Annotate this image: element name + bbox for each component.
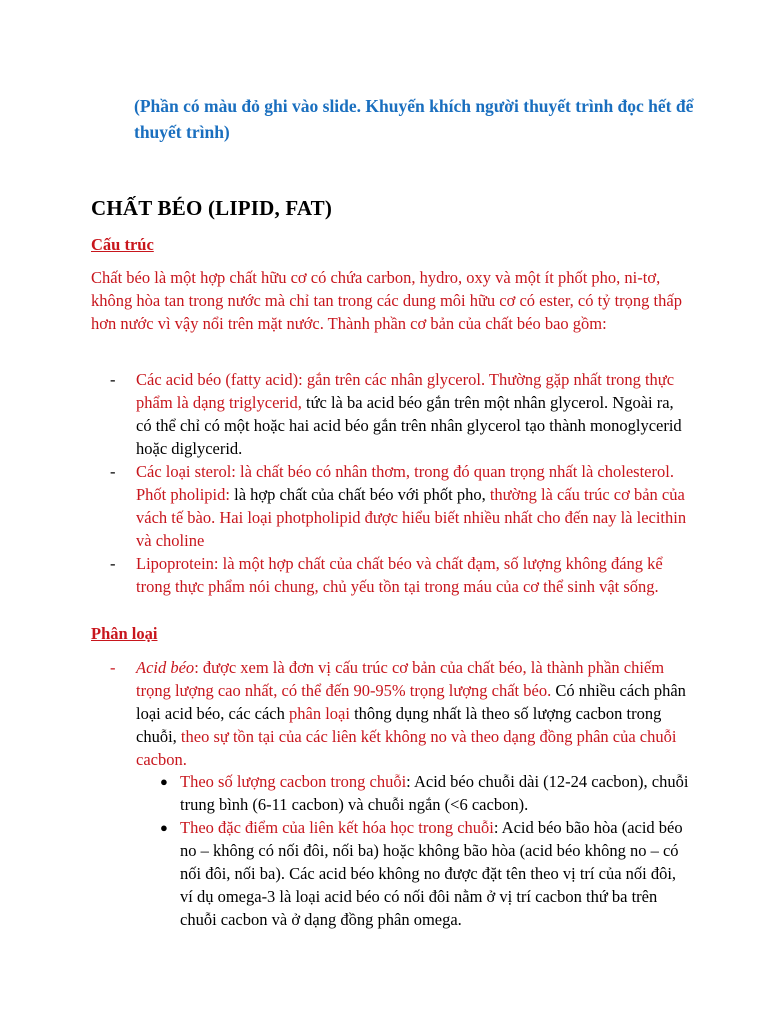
classification-bullets bbox=[160, 770, 690, 931]
item-red-text-3: theo sự tồn tại của các liên kết không no và theo dạng đồng phân của chuỗi cacbon. bbox=[136, 727, 677, 769]
bullet-icon: ● bbox=[160, 774, 168, 789]
item-black-text-2: thông dụng nhất là theo số lượng cacbon trong chuỗi, bbox=[136, 704, 662, 746]
list-item bbox=[110, 552, 690, 598]
list-item bbox=[110, 368, 690, 460]
item-red-text: Các acid béo (fatty acid): gắn trên các nhân glycerol. Thường gặp nhất trong thực phẩm là dạng triglycerid, bbox=[136, 370, 675, 412]
item-red-text-2: thường là cấu trúc cơ bản của vách tế bào. Hai loại photpholipid được hiểu biết nhiều nhất cho đến nay là lecithin và choline bbox=[136, 485, 687, 550]
dash-marker: - bbox=[110, 658, 116, 677]
item-black-text: tức là ba acid béo gắn trên một nhân glycerol. Ngoài ra, có thể chỉ có một hoặc hai acid béo gắn trên nhân glycerol tạo thành monoglycerid hoặc diglycerid. bbox=[136, 393, 682, 458]
item-red-text: Các loại sterol: là chất béo có nhân thơm, trong đó quan trọng nhất là cholesterol. Phốt pholipid: bbox=[136, 462, 674, 504]
list-item bbox=[110, 656, 690, 771]
bullet-black-text: : Acid béo bão hòa (acid béo no – không có nối đôi, nối ba) hoặc không bão hòa (acid béo không no – có nối đôi, nối ba). Các acid béo không no được đặt tên theo vị trí của nối đôi, ví dụ omega-3 là loại acid béo có nối đôi nằm ở vị trí cacbon thứ ba trên chuỗi cacbon và ở dạng đồng phân omega. bbox=[180, 818, 683, 929]
acid-beo-term: Acid béo bbox=[136, 658, 195, 677]
item-red-text-2: phân loại bbox=[289, 704, 350, 723]
classification-list bbox=[110, 656, 690, 771]
item-red-text: : được xem là đơn vị cấu trúc cơ bản của chất béo, là thành phần chiếm trọng lượng cao nhất, có thể đến 90-95% trọng lượng chất béo. bbox=[136, 658, 665, 700]
bullet-item bbox=[160, 770, 690, 816]
dash-marker: - bbox=[110, 462, 116, 481]
item-red-text: Lipoprotein: là một hợp chất của chất béo và chất đạm, số lượng không đáng kể trong thực phẩm nói chung, chủ yếu tồn tại trong máu của cơ thể sinh vật sống. bbox=[136, 554, 663, 596]
dash-marker: - bbox=[110, 554, 116, 573]
structure-intro: Chất béo là một hợp chất hữu cơ có chứa carbon, hydro, oxy và một ít phốt pho, ni-tơ, không hòa tan trong nước mà chỉ tan trong các dung môi hữu cơ có ester, có tỷ trọng thấp hơn nước vì vậy nổi trên mặt nước. Thành phần cơ bản của chất béo bao gồm: bbox=[91, 268, 682, 333]
section-heading-structure: Cấu trúc bbox=[91, 235, 154, 254]
bullet-black-text: : Acid béo chuỗi dài (12-24 cacbon), chuỗi trung bình (6-11 cacbon) và chuỗi ngắn (<6 cacbon). bbox=[180, 772, 689, 814]
dash-marker: - bbox=[110, 370, 116, 389]
page-title: CHẤT BÉO (LIPID, FAT) bbox=[91, 196, 333, 220]
structure-list bbox=[110, 368, 690, 598]
section-heading-classification: Phân loại bbox=[91, 624, 158, 643]
list-item bbox=[110, 460, 690, 552]
item-black-text: là hợp chất của chất béo với phốt pho, bbox=[229, 485, 490, 504]
instruction-note: (Phần có màu đỏ ghi vào slide. Khuyến khích người thuyết trình đọc hết để thuyết trình) bbox=[134, 96, 694, 142]
bullet-red-text: Theo số lượng cacbon trong chuỗi bbox=[180, 772, 407, 791]
bullet-icon: ● bbox=[160, 820, 168, 835]
bullet-item bbox=[160, 816, 690, 931]
bullet-red-text: Theo đặc điểm của liên kết hóa học trong chuỗi bbox=[180, 818, 494, 837]
item-black-text: Có nhiều cách phân loại acid béo, các cách bbox=[136, 681, 686, 723]
